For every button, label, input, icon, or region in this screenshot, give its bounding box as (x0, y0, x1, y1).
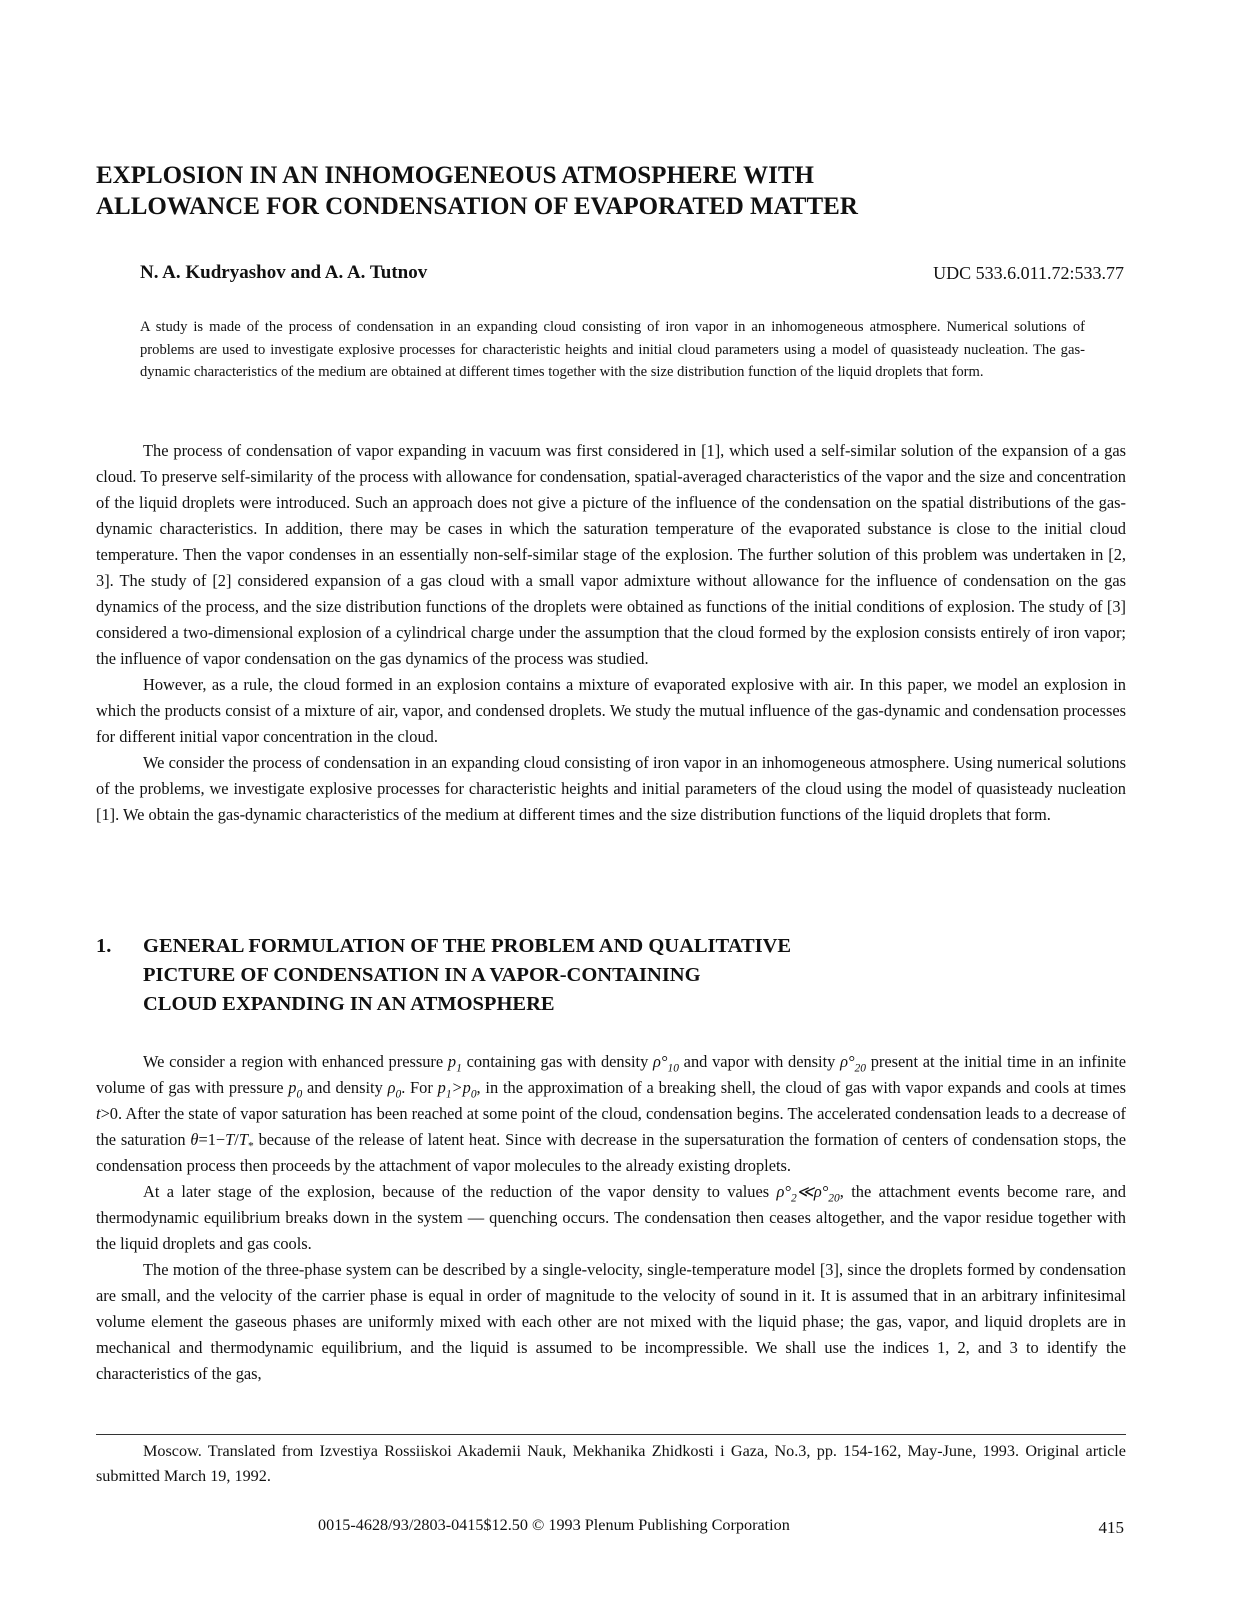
paragraph: We consider a region with enhanced pressure $p_1$ containing gas with density $\rho^\circ_{10}$ and vapor with density $\rho^\circ_{20}$ present at the initial time in an infinite volume of gas with pressure $p_0$ and density $\rho_0$. For $p_1>p_0$, in the approximation of a breaking shell, the cloud of gas with vapor expands and cools at times t>0. After the state of vapor saturation has been reached at some point of the cloud, condensation begins. The accelerated condensation leads to a decrease of the saturation $\theta=1-T/T_*$ because of the release of latent heat. Since with decrease in the supersaturation the formation of centers of condensation stops, the condensation process then proceeds by the attachment of vapor molecules to the already existing droplets. (96, 1052, 1126, 1175)
section-heading-line: CLOUD EXPANDING IN AN ATMOSPHERE (143, 993, 555, 1015)
math: $\rho^\circ_{10}$ (653, 1052, 679, 1075)
section-body (96, 1049, 1126, 1387)
math: $\rho_0$ (387, 1078, 402, 1101)
math: $p_0$ (288, 1078, 303, 1101)
authors: N. A. Kudryashov and A. A. Tutnov (140, 262, 428, 283)
footnote-text: Moscow. Translated from Izvestiya Rossiiskoi Akademii Nauk, Mekhanika Zhidkosti i Gaza, No.3, pp. 154-162, May-June, 1993. Original article submitted March 19, 1992. (96, 1442, 1126, 1485)
paragraph: We consider the process of condensation in an expanding cloud consisting of iron vapor in an inhomogeneous atmosphere. Using numerical solutions of the problems, we investigate explosive processes for characteristic heights and initial parameters of the cloud using the model of quasisteady nucleation [1]. We obtain the gas-dynamic characteristics of the medium at different times and the size distribution functions of the liquid droplets that form. (96, 753, 1126, 824)
title-line: ALLOWANCE FOR CONDENSATION OF EVAPORATED MATTER (96, 193, 858, 220)
paper-title (96, 160, 1136, 222)
abstract: A study is made of the process of condensation in an expanding cloud consisting of iron vapor in an inhomogeneous atmosphere. Numerical solutions of problems are used to investigate explosive processes for characteristic heights and initial cloud parameters using a model of quasisteady nucleation. The gas-dynamic characteristics of the medium are obtained at different times together with the size distribution function of the liquid droplets that form. (140, 319, 1085, 380)
math: $\rho^\circ_{20}$ (840, 1052, 866, 1075)
page-number: 415 (1098, 1518, 1124, 1537)
section-heading-line: GENERAL FORMULATION OF THE PROBLEM AND QUALITATIVE (143, 935, 792, 957)
section-heading-line: PICTURE OF CONDENSATION IN A VAPOR-CONTAINING (143, 964, 701, 986)
paragraph: At a later stage of the explosion, because of the reduction of the vapor density to values $\rho^\circ_2≪\rho^\circ_{20}$, the attachment events become rare, and thermodynamic equilibrium breaks down in the system — quenching occurs. The condensation then ceases altogether, and the vapor residue together with the liquid droplets and gas cools. (96, 1182, 1126, 1253)
math: $\rho^\circ_2≪\rho^\circ_{20}$ (776, 1182, 840, 1205)
footnote-rule (96, 1434, 1126, 1435)
math: t (96, 1104, 101, 1123)
math: $p_1>p_0$ (437, 1078, 477, 1101)
title-line: EXPLOSION IN AN INHOMOGENEOUS ATMOSPHERE WITH (96, 162, 814, 189)
footer-code: 0015-4628/93/2803-0415$12.50 © 1993 Plenum Publishing Corporation (318, 1516, 790, 1534)
udc-code: UDC 533.6.011.72:533.77 (933, 263, 1124, 283)
introduction (96, 438, 1126, 828)
paragraph: However, as a rule, the cloud formed in an explosion contains a mixture of evaporated explosive with air. In this paper, we model an explosion in which the products consist of a mixture of air, vapor, and condensed droplets. We study the mutual influence of the gas-dynamic and condensation processes for different initial vapor concentration in the cloud. (96, 675, 1126, 746)
math: θ (190, 1130, 199, 1149)
paragraph: The motion of the three-phase system can be described by a single-velocity, single-temperature model [3], since the droplets formed by condensation are small, and the velocity of the carrier phase is equal in order of magnitude to the velocity of sound in it. It is assumed that in an arbitrary infinitesimal volume element the gaseous phases are uniformly mixed with each other are not mixed with the liquid phase; the gas, vapor, and liquid droplets are in mechanical and thermodynamic equilibrium, and the liquid is assumed to be incompressible. We shall use the indices 1, 2, and 3 to identify the characteristics of the gas, (96, 1260, 1126, 1383)
footnote (96, 1439, 1126, 1489)
paragraph: The process of condensation of vapor expanding in vacuum was first considered in [1], which used a self-similar solution of the expansion of a gas cloud. To preserve self-similarity of the process with allowance for condensation, spatial-averaged characteristics of the vapor and the size and concentration of the liquid droplets were introduced. Such an approach does not give a picture of the influence of the condensation on the spatial distributions of the gas-dynamic characteristics. In addition, there may be cases in which the saturation temperature of the evaporated substance is close to the initial cloud temperature. Then the vapor condenses in an essentially non-self-similar stage of the explosion. The further solution of this problem was undertaken in [2, 3]. The study of [2] considered expansion of a gas cloud with a small vapor admixture without allowance for the influence of condensation on the gas dynamics of the process, and the size distribution functions of the droplets were obtained as functions of the initial conditions of explosion. The study of [3] considered a two-dimensional explosion of a cylindrical charge under the assumption that the cloud formed by the explosion consists entirely of iron vapor; the influence of vapor condensation on the gas dynamics of the process was studied. (96, 441, 1126, 668)
section-number: 1. (96, 935, 112, 957)
math: $p_1$ (447, 1052, 462, 1075)
